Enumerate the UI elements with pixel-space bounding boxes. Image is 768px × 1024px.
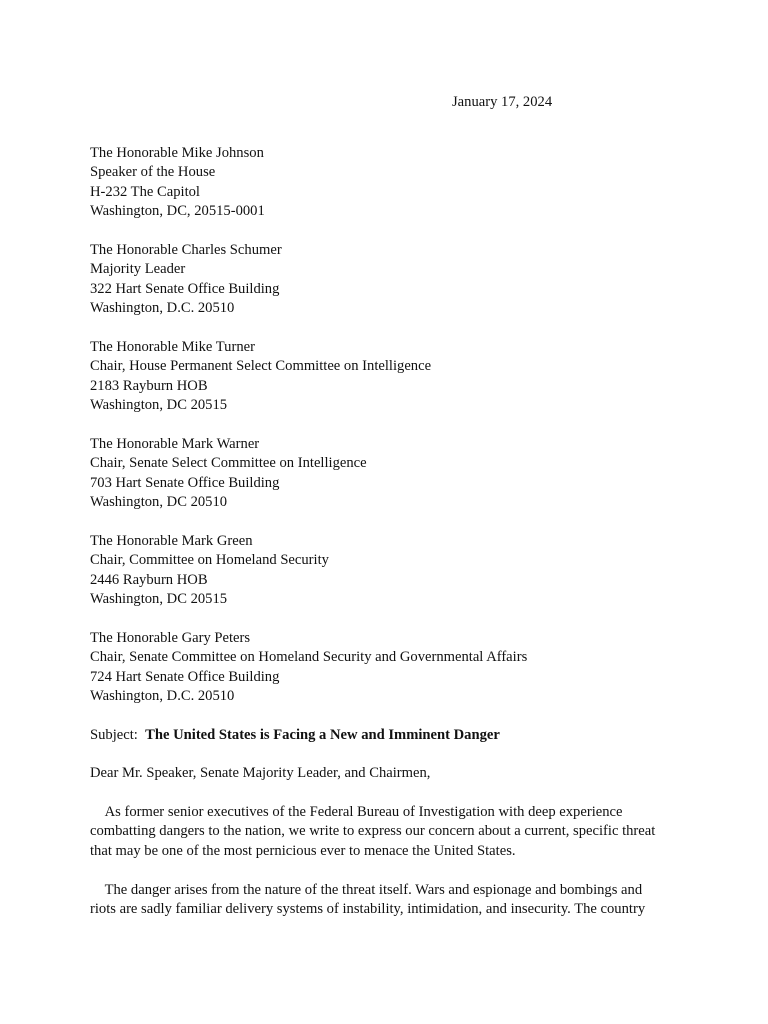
recipient-block bbox=[90, 144, 690, 222]
recipient-title: Chair, Senate Committee on Homeland Security and Governmental Affairs bbox=[90, 649, 528, 666]
subject-label: Subject: bbox=[90, 727, 138, 743]
recipient-city: Washington, D.C. 20510 bbox=[90, 688, 235, 705]
recipient-address: 724 Hart Senate Office Building bbox=[90, 668, 280, 685]
recipient-name: The Honorable Gary Peters bbox=[90, 630, 251, 646]
paragraph-line: The danger arises from the nature of the threat itself. Wars and espionage and bombings and bbox=[104, 882, 643, 898]
recipient-title: Speaker of the House bbox=[90, 164, 216, 181]
paragraph-line: riots are sadly familiar delivery systems of instability, intimidation, and insecurity. The country bbox=[90, 901, 646, 918]
recipient-address: 322 Hart Senate Office Building bbox=[90, 280, 280, 297]
recipient-city: Washington, DC 20510 bbox=[90, 494, 228, 511]
recipient-address: H-232 The Capitol bbox=[90, 183, 200, 200]
body-paragraph bbox=[90, 803, 690, 861]
recipient-title: Majority Leader bbox=[90, 261, 186, 278]
recipient-block bbox=[90, 241, 690, 319]
recipient-name: The Honorable Charles Schumer bbox=[90, 242, 282, 258]
paragraph-line: that may be one of the most pernicious ever to menace the United States. bbox=[90, 842, 516, 859]
recipient-title: Chair, Senate Select Committee on Intelligence bbox=[90, 455, 367, 472]
recipient-city: Washington, DC 20515 bbox=[90, 397, 228, 414]
body-paragraph bbox=[90, 881, 690, 920]
recipient-address: 703 Hart Senate Office Building bbox=[90, 474, 280, 491]
recipient-name: The Honorable Mark Green bbox=[90, 533, 253, 549]
paragraph-line: As former senior executives of the Federal Bureau of Investigation with deep experience bbox=[104, 804, 623, 820]
recipient-city: Washington, DC 20515 bbox=[90, 591, 228, 608]
recipient-title: Chair, Committee on Homeland Security bbox=[90, 552, 329, 569]
recipient-block bbox=[90, 629, 690, 707]
recipient-address: 2446 Rayburn HOB bbox=[90, 571, 208, 588]
recipient-title: Chair, House Permanent Select Committee on Intelligence bbox=[90, 358, 432, 375]
recipient-city: Washington, DC, 20515-0001 bbox=[90, 203, 265, 220]
subject-text: The United States is Facing a New and Imminent Danger bbox=[145, 727, 500, 743]
recipient-block bbox=[90, 338, 690, 416]
recipient-name: The Honorable Mike Johnson bbox=[90, 145, 264, 161]
recipient-block bbox=[90, 435, 690, 513]
letter-date: January 17, 2024 bbox=[452, 94, 553, 110]
paragraph-line: combatting dangers to the nation, we write to express our concern about a current, specific threat bbox=[90, 823, 656, 840]
recipient-address: 2183 Rayburn HOB bbox=[90, 377, 208, 394]
subject-line bbox=[90, 726, 500, 745]
recipient-name: The Honorable Mark Warner bbox=[90, 436, 260, 452]
salutation: Dear Mr. Speaker, Senate Majority Leader, and Chairmen, bbox=[90, 765, 431, 781]
recipient-name: The Honorable Mike Turner bbox=[90, 339, 255, 355]
recipient-block bbox=[90, 532, 690, 610]
recipient-city: Washington, D.C. 20510 bbox=[90, 300, 235, 317]
